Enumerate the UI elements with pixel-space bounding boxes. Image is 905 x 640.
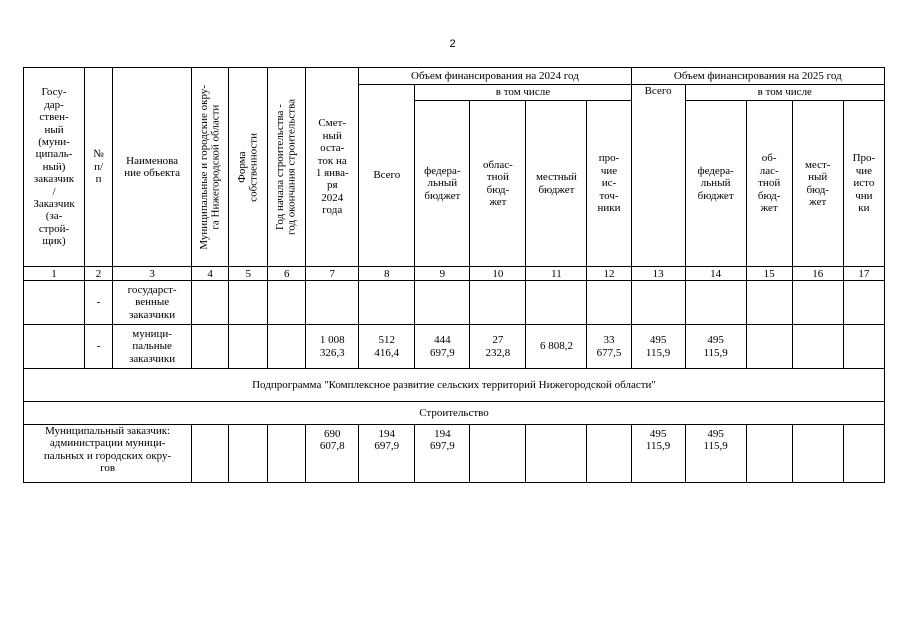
column-number: 6 <box>268 267 306 281</box>
cell <box>24 281 85 325</box>
subprogram-row <box>24 369 885 402</box>
header-including-2025: в том числе <box>685 85 884 101</box>
subprogram-title: Подпрограмма "Комплексное развитие сельских территорий Нижегородской области" <box>24 369 885 402</box>
cell-total-2025: 495 115,9 <box>631 425 685 483</box>
cell: - <box>85 281 113 325</box>
column-number: 3 <box>113 267 192 281</box>
cell <box>746 325 792 369</box>
header-customer: Госу- дар- ствен- ный (муни- ципаль- ный) заказчик / Заказчик (за- строй- щик) <box>24 68 85 267</box>
cell <box>192 425 229 483</box>
municipal-customer-name: Муниципальный заказчик: администрации муници- пальных и городских окру- гов <box>24 425 192 483</box>
cell <box>192 281 229 325</box>
cell <box>792 281 843 325</box>
cell: - <box>85 325 113 369</box>
cell <box>587 425 631 483</box>
row-label-municipal-customers: муници- пальные заказчики <box>113 325 192 369</box>
column-number: 15 <box>746 267 792 281</box>
column-number: 2 <box>85 267 113 281</box>
cell-other-2024: 33 677,5 <box>587 325 631 369</box>
cell <box>229 425 268 483</box>
header-local-2024: местный бюджет <box>526 101 587 267</box>
cell <box>359 281 415 325</box>
column-number: 16 <box>792 267 843 281</box>
header-municipality: Муниципальные и городские окру- га Нижегородской области <box>192 68 229 267</box>
header-federal-2024: федера- льный бюджет <box>415 101 470 267</box>
cell <box>229 325 268 369</box>
cell <box>24 325 85 369</box>
header-other-2024: про- чие ис- точ- ники <box>587 101 631 267</box>
cell <box>470 425 526 483</box>
cell <box>685 281 746 325</box>
cell <box>268 281 306 325</box>
column-number: 12 <box>587 267 631 281</box>
cell-federal-2025: 495 115,9 <box>685 425 746 483</box>
cell-estimated-remainder: 690 607,8 <box>306 425 359 483</box>
section-row <box>24 402 885 425</box>
header-construction-years: Год начала строительства - год окончания строительства <box>268 68 306 267</box>
cell <box>526 281 587 325</box>
cell <box>526 425 587 483</box>
cell <box>792 425 843 483</box>
cell-federal-2024: 194 697,9 <box>415 425 470 483</box>
cell <box>268 425 306 483</box>
header-total-2025: Всего <box>631 85 685 267</box>
column-number: 13 <box>631 267 685 281</box>
column-number: 9 <box>415 267 470 281</box>
cell-total-2024: 194 697,9 <box>359 425 415 483</box>
header-ownership: Форма собственности <box>229 68 268 267</box>
header-federal-2025: федера- льный бюджет <box>685 101 746 267</box>
cell <box>746 281 792 325</box>
cell-regional-2024: 27 232,8 <box>470 325 526 369</box>
financing-table <box>23 67 885 483</box>
header-num: № п/ п <box>85 68 113 267</box>
header-object-name: Наименова ние объекта <box>113 68 192 267</box>
cell <box>470 281 526 325</box>
header-estimated-remainder: Смет- ный оста- ток на 1 янва- ря 2024 года <box>306 68 359 267</box>
header-other-2025: Про- чие исто чни ки <box>843 101 884 267</box>
header-regional-2024: облас- тной бюд- жет <box>470 101 526 267</box>
cell <box>268 325 306 369</box>
cell-estimated-remainder: 1 008 326,3 <box>306 325 359 369</box>
cell <box>843 325 884 369</box>
row-label-state-customers: государст- венные заказчики <box>113 281 192 325</box>
cell-federal-2024: 444 697,9 <box>415 325 470 369</box>
column-numbers-row <box>24 267 885 281</box>
column-number: 4 <box>192 267 229 281</box>
section-title: Строительство <box>24 402 885 425</box>
header-including-2024: в том числе <box>415 85 631 101</box>
column-number: 10 <box>470 267 526 281</box>
cell <box>415 281 470 325</box>
cell <box>229 281 268 325</box>
header-local-2025: мест- ный бюд- жет <box>792 101 843 267</box>
column-number: 5 <box>229 267 268 281</box>
column-number: 11 <box>526 267 587 281</box>
header-funding-2024: Объем финансирования на 2024 год <box>359 68 631 85</box>
cell <box>306 281 359 325</box>
cell <box>587 281 631 325</box>
cell <box>843 281 884 325</box>
cell <box>746 425 792 483</box>
cell <box>843 425 884 483</box>
column-number: 1 <box>24 267 85 281</box>
column-number: 14 <box>685 267 746 281</box>
column-number: 17 <box>843 267 884 281</box>
cell-local-2024: 6 808,2 <box>526 325 587 369</box>
cell-total-2025: 495 115,9 <box>631 325 685 369</box>
cell <box>192 325 229 369</box>
cell <box>792 325 843 369</box>
table-row <box>24 281 885 325</box>
cell-total-2024: 512 416,4 <box>359 325 415 369</box>
cell-federal-2025: 495 115,9 <box>685 325 746 369</box>
column-number: 7 <box>306 267 359 281</box>
table-row <box>24 325 885 369</box>
header-total-2024: Всего <box>359 85 415 267</box>
cell <box>631 281 685 325</box>
column-number: 8 <box>359 267 415 281</box>
table-row <box>24 425 885 483</box>
header-funding-2025: Объем финансирования на 2025 год <box>631 68 884 85</box>
page-number: 2 <box>449 38 456 50</box>
header-regional-2025: об- лас- тной бюд- жет <box>746 101 792 267</box>
